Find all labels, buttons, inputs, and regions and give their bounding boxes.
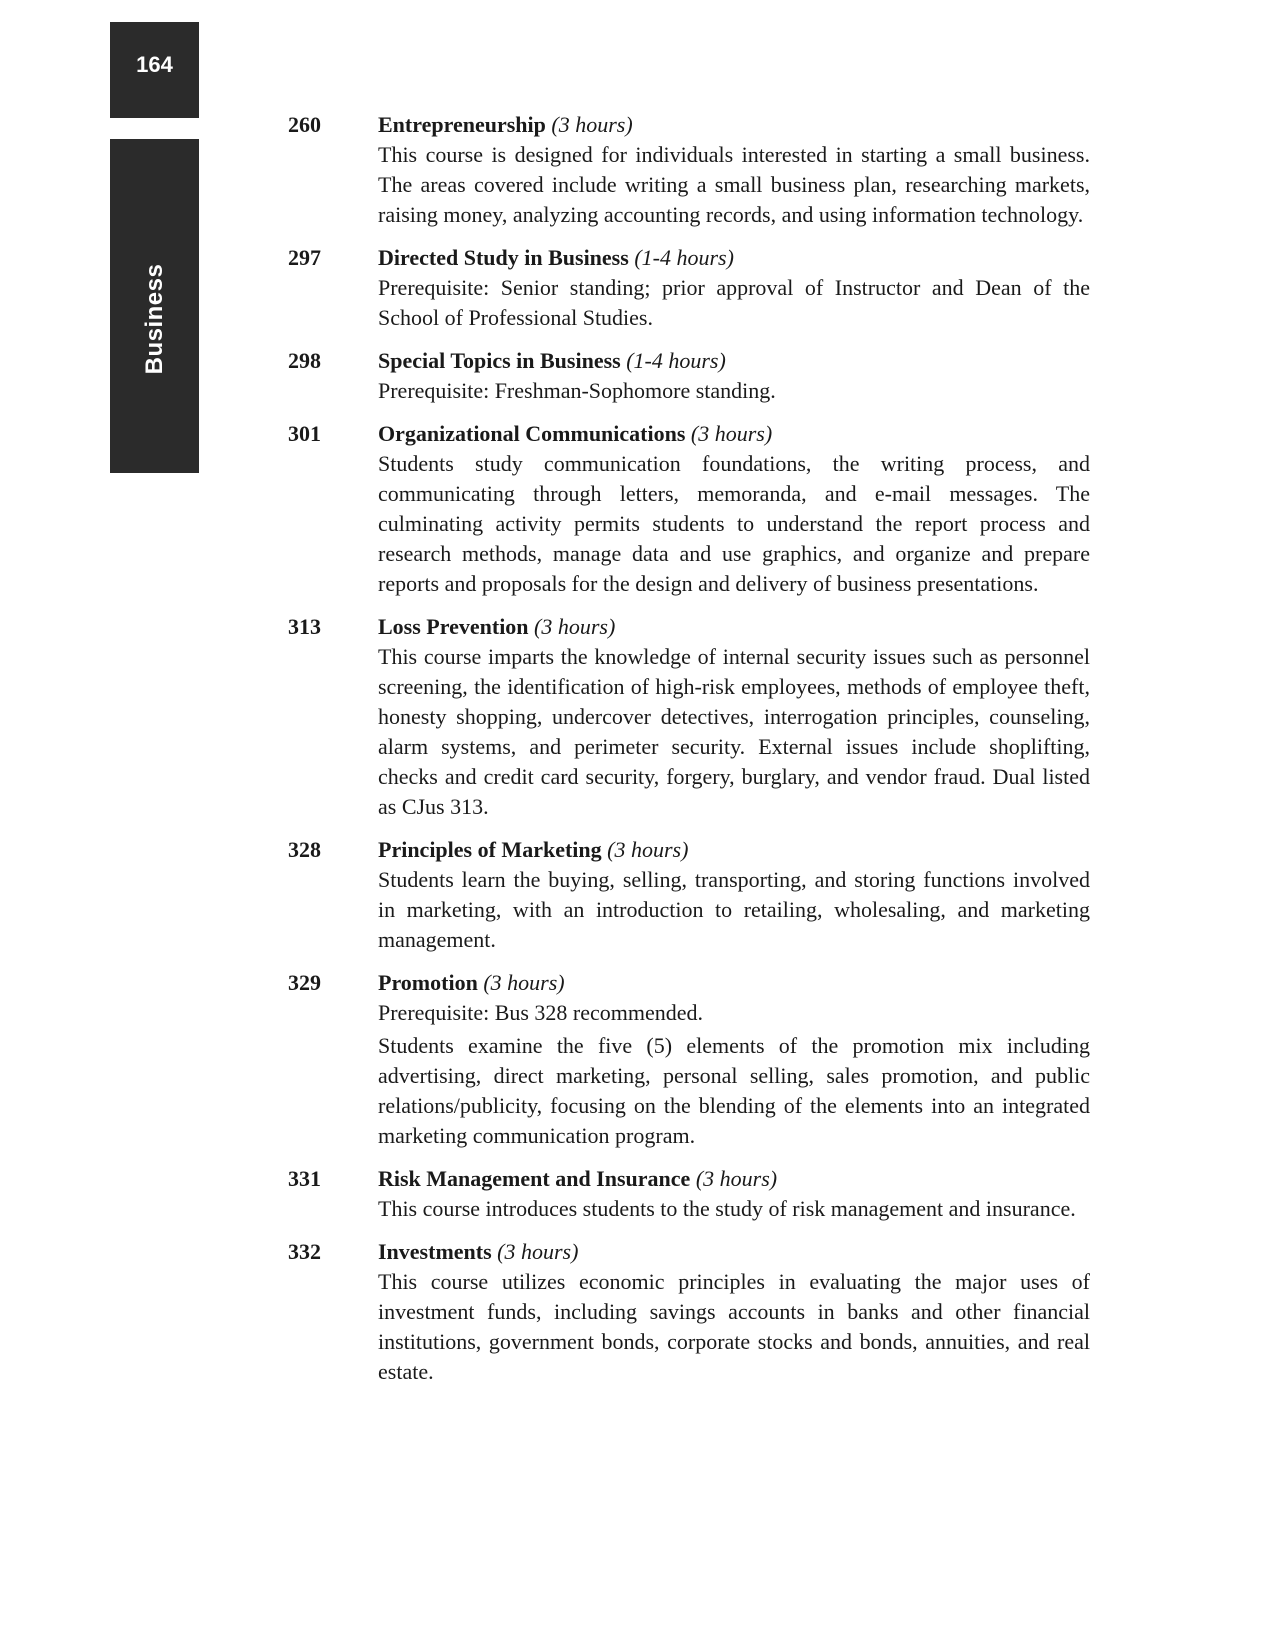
course-hours: (3 hours) [534,614,616,639]
course-number: 329 [288,970,321,995]
course-hours: (1-4 hours) [634,245,734,270]
course-entry [288,243,1090,333]
course-number: 328 [288,837,321,862]
course-number: 332 [288,1239,321,1264]
course-body [378,1237,1090,1387]
course-number: 298 [288,348,321,373]
course-body [378,835,1090,955]
course-title: Entrepreneurship [378,112,546,137]
course-list [288,110,1090,1400]
course-title: Risk Management and Insurance [378,1166,691,1191]
course-description: This course is designed for individuals interested in starting a small business. The areas covered include writing a small business plan, researching markets, raising money, analyzing accounting records, and using information technology. [378,142,1090,227]
course-description: Prerequisite: Senior standing; prior approval of Instructor and Dean of the School of Professional Studies. [378,275,1090,330]
course-description: Students learn the buying, selling, transporting, and storing functions involved in marketing, with an introduction to retailing, wholesaling, and marketing management. [378,867,1090,952]
course-description: Prerequisite: Freshman-Sophomore standing. [378,378,776,403]
course-prerequisite: Prerequisite: Bus 328 recommended. [378,1000,704,1025]
course-body [378,346,1090,406]
course-hours: (3 hours) [607,837,689,862]
course-title: Directed Study in Business [378,245,629,270]
course-heading [378,110,1090,140]
course-body [378,243,1090,333]
course-title: Organizational Communications [378,421,686,446]
course-title: Special Topics in Business [378,348,621,373]
course-number: 297 [288,245,321,270]
course-body [378,968,1090,1151]
course-number: 331 [288,1166,321,1191]
course-entry [288,835,1090,955]
course-body [378,419,1090,599]
course-number: 313 [288,614,321,639]
course-entry [288,968,1090,1151]
course-description: This course utilizes economic principles in evaluating the major uses of investment funds, including savings accounts in banks and other financial institutions, government bonds, corporate stocks and bonds, annuities, and real estate. [378,1269,1090,1384]
course-hours: (3 hours) [483,970,565,995]
section-label: Business [140,263,168,375]
course-title: Promotion [378,970,478,995]
course-entry [288,110,1090,230]
course-number: 260 [288,112,321,137]
course-heading [378,835,1090,865]
course-entry [288,1237,1090,1387]
course-heading [378,968,1090,998]
course-heading [378,612,1090,642]
course-hours: (1-4 hours) [626,348,726,373]
course-heading [378,1237,1090,1267]
course-entry [288,1164,1090,1224]
section-tab [110,139,199,473]
course-heading [378,346,1090,376]
course-description: Students study communication foundations, the writing process, and communicating through letters, memoranda, and e-mail messages. The culminating activity permits students to understand the report process and research methods, manage data and use graphics, and organize and prepare reports and proposals for the design and delivery of business presentations. [378,451,1090,596]
course-title: Investments [378,1239,492,1264]
page-number-tab [110,22,199,118]
course-title: Loss Prevention [378,614,529,639]
course-heading [378,1164,1090,1194]
course-body [378,1164,1090,1224]
course-body [378,110,1090,230]
course-hours: (3 hours) [690,421,773,446]
course-hours: (3 hours) [551,112,633,137]
course-description: This course introduces students to the study of risk management and insurance. [378,1196,1076,1221]
course-number: 301 [288,421,321,446]
course-entry [288,612,1090,822]
course-hours: (3 hours) [695,1166,778,1191]
course-hours: (3 hours) [497,1239,579,1264]
course-title: Principles of Marketing [378,837,602,862]
course-entry [288,419,1090,599]
course-description: Students examine the five (5) elements of the promotion mix including advertising, direct marketing, personal selling, sales promotion, and public relations/publicity, focusing on the blending of the elements into an integrated marketing communication program. [378,1033,1090,1148]
course-heading [378,419,1090,449]
course-body [378,612,1090,822]
course-heading [378,243,1090,273]
course-description: This course imparts the knowledge of internal security issues such as personnel screening, the identification of high-risk employees, methods of employee theft, honesty shopping, undercover detectives, interrogation principles, counseling, alarm systems, and perimeter security. External issues include shoplifting, checks and credit card security, forgery, burglary, and vendor fraud. Dual listed as CJus 313. [378,644,1090,819]
page-number: 164 [136,52,173,77]
course-entry [288,346,1090,406]
